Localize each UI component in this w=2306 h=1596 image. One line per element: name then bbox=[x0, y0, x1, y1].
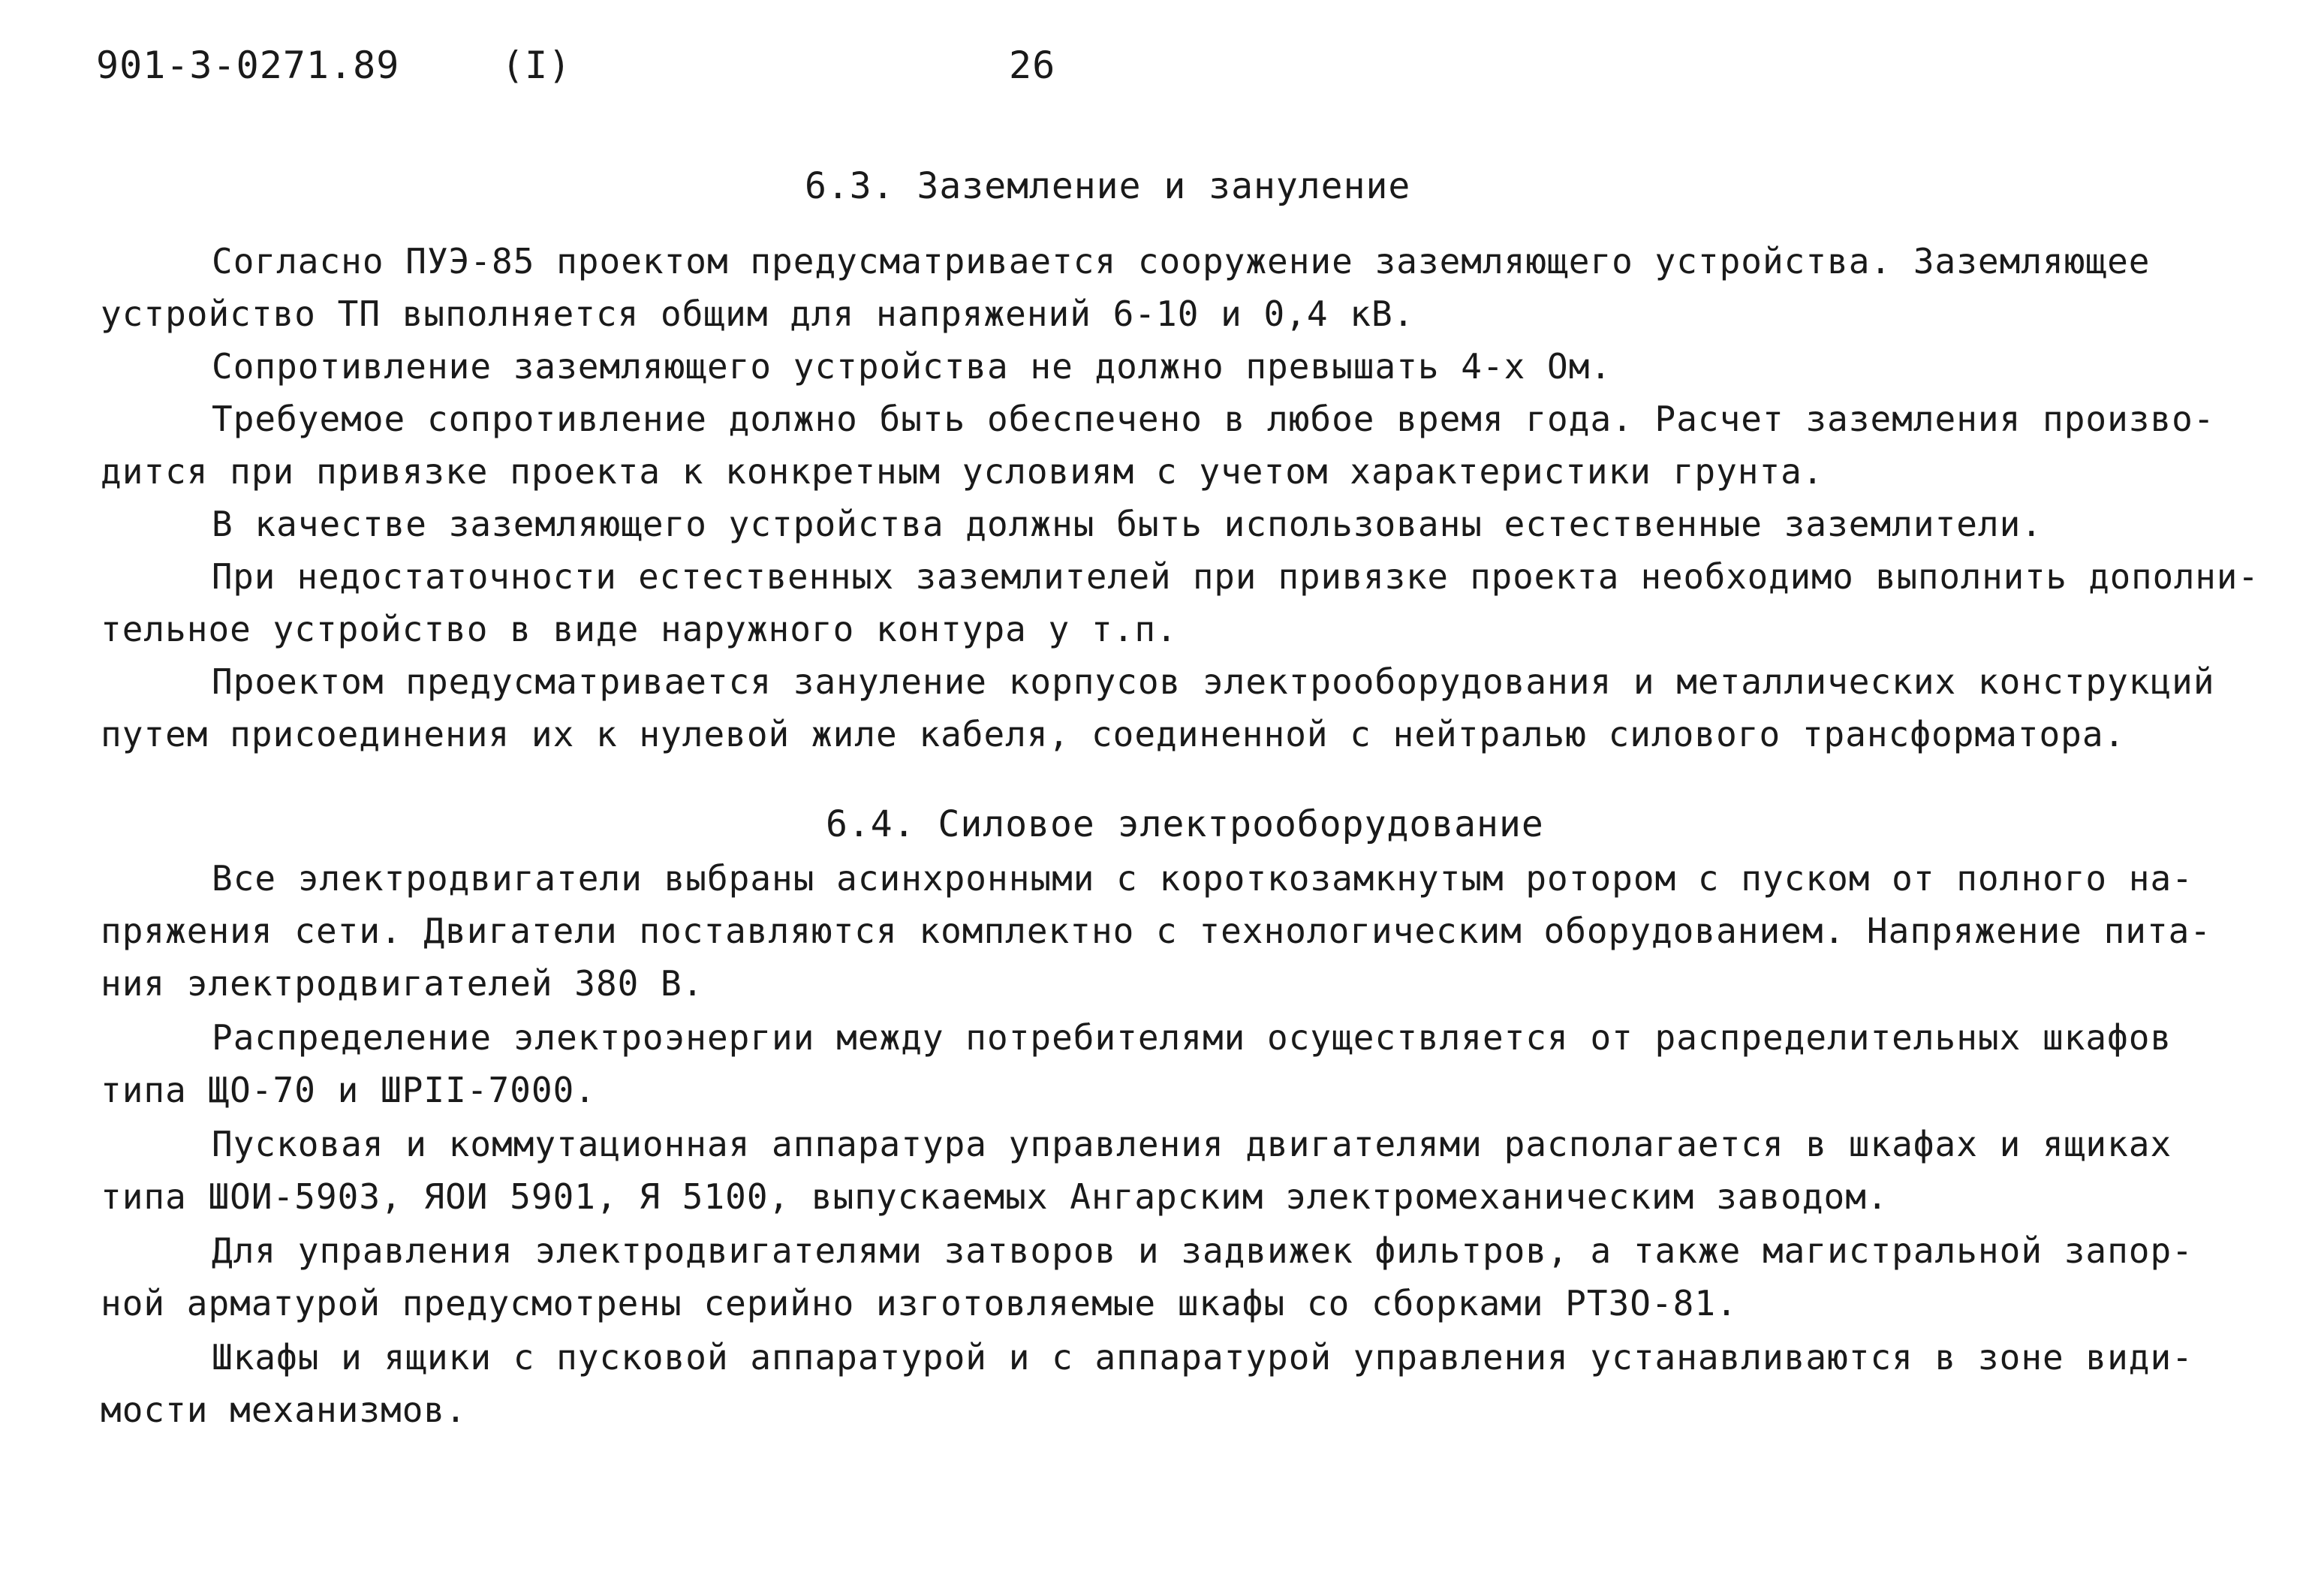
paragraph-line: мости механизмов. bbox=[101, 1390, 467, 1430]
section-heading-6-4: 6.4. Силовое электрооборудование bbox=[826, 803, 1544, 845]
paragraph-line: Требуемое сопротивление должно быть обеспечено в любое время года. Расчет заземления произво- bbox=[212, 399, 2215, 439]
page-number: 26 bbox=[1009, 44, 1056, 87]
paragraph-line: ной арматурой предусмотрены серийно изготовляемые шкафы со сборками РТЗО-81. bbox=[101, 1283, 1738, 1323]
paragraph-line: типа ЩО-70 и ШРII-7000. bbox=[101, 1070, 596, 1110]
paragraph-line: пряжения сети. Двигатели поставляются комплектно с технологическим оборудованием. Напряжение пита- bbox=[101, 911, 2212, 951]
paragraph-line: Пусковая и коммутационная аппаратура управления двигателями располагается в шкафах и ящиках bbox=[212, 1124, 2172, 1164]
paragraph-line: Для управления электродвигателями затворов и задвижек фильтров, а также магистральной запор- bbox=[212, 1230, 2193, 1271]
paragraph-line: Согласно ПУЭ-85 проектом предусматривается сооружение заземляющего устройства. Заземляющее bbox=[212, 241, 2151, 282]
paragraph-line: При недостаточности естественных заземлителей при привязке проекта необходимо выполнить дополни- bbox=[212, 556, 2259, 597]
section-heading-6-3: 6.3. Заземление и зануление bbox=[805, 165, 1411, 207]
paragraph-line: дится при привязке проекта к конкретным условиям с учетом характеристики грунта. bbox=[101, 451, 1824, 492]
document-part: (I) bbox=[501, 44, 572, 87]
paragraph-line: Сопротивление заземляющего устройства не должно превышать 4-х Ом. bbox=[212, 346, 1612, 387]
paragraph-line: Распределение электроэнергии между потребителями осуществляется от распределительных шкафов bbox=[212, 1017, 2172, 1058]
paragraph-line: Шкафы и ящики с пусковой аппаратурой и с аппаратурой управления устанавливаются в зоне види- bbox=[212, 1337, 2193, 1378]
paragraph-line: Проектом предусматривается зануление корпусов электрооборудования и металлических конструкций bbox=[212, 661, 2215, 702]
paragraph-line: ния электродвигателей 380 В. bbox=[101, 963, 704, 1004]
paragraph-line: типа ШОИ-5903, ЯОИ 5901, Я 5100, выпускаемых Ангарским электромеханическим заводом. bbox=[101, 1176, 1889, 1217]
paragraph-line: тельное устройство в виде наружного контура у т.п. bbox=[101, 609, 1178, 649]
paragraph-line: Все электродвигатели выбраны асинхронными с короткозамкнутым ротором с пуском от полного на- bbox=[212, 858, 2193, 899]
page-header bbox=[96, 44, 2273, 104]
paragraph-line: В качестве заземляющего устройства должны быть использованы естественные заземлители. bbox=[212, 504, 2043, 544]
document-code: 901-3-0271.89 bbox=[96, 44, 400, 87]
paragraph-line: путем присоединения их к нулевой жиле кабеля, соединенной с нейтралью силового трансформатора. bbox=[101, 714, 2126, 754]
paragraph-line: устройство ТП выполняется общим для напряжений 6-10 и 0,4 кВ. bbox=[101, 294, 1415, 334]
